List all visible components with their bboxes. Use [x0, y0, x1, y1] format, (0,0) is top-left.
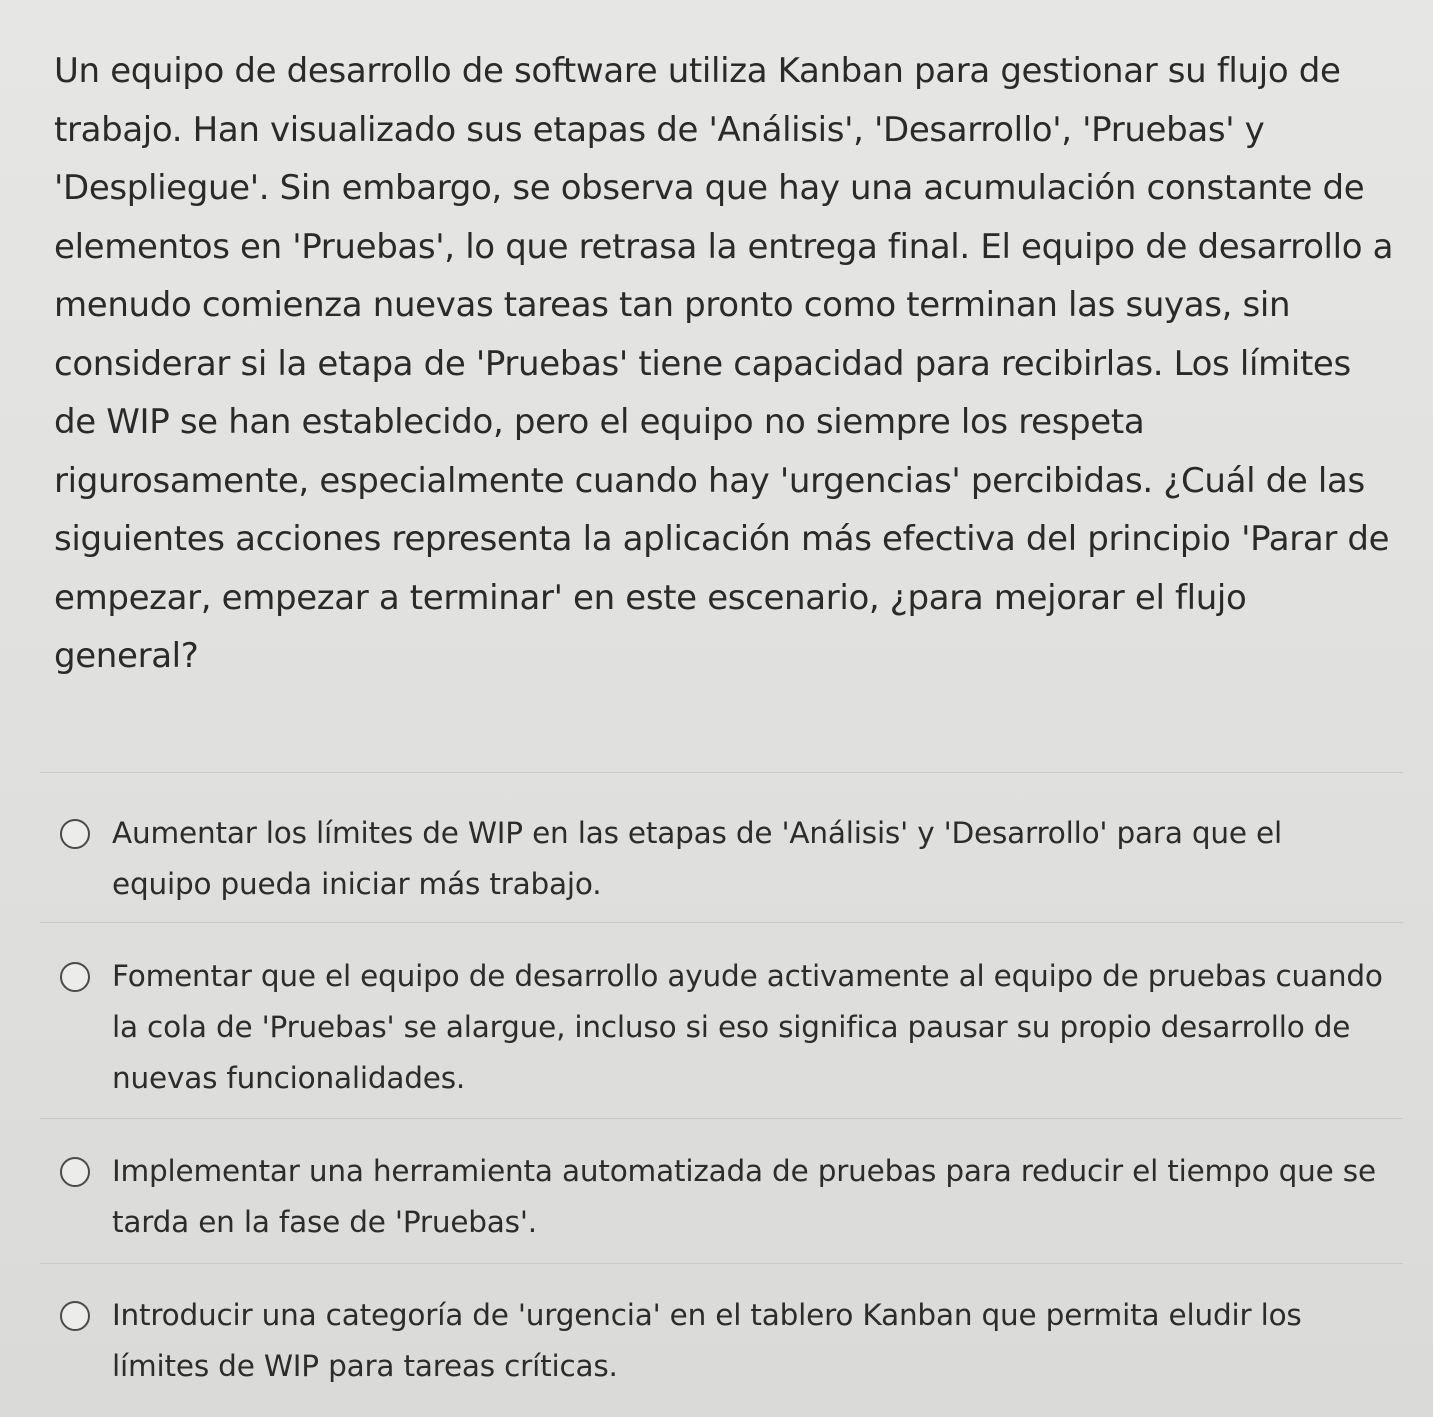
answer-option-2-label[interactable]: Fomentar que el equipo de desarrollo ayude activamente al equipo de pruebas cuando la cola de 'Pruebas' se alargue, incluso si eso significa pausar su propio desarrollo de nuevas funcionalidades.: [112, 959, 1383, 1095]
answer-option-2[interactable]: [60, 958, 1390, 1104]
radio-button-2[interactable]: [60, 962, 90, 992]
answer-option-3-label[interactable]: Implementar una herramienta automatizada de pruebas para reducir el tiempo que se tarda en la fase de 'Pruebas'.: [112, 1154, 1376, 1239]
divider: [40, 772, 1403, 773]
divider: [40, 1118, 1403, 1119]
radio-button-1[interactable]: [60, 819, 90, 849]
divider: [40, 922, 1403, 923]
answer-option-3[interactable]: [60, 1153, 1390, 1248]
answer-option-4-label[interactable]: Introducir una categoría de 'urgencia' en el tablero Kanban que permita eludir los límites de WIP para tareas críticas.: [112, 1298, 1302, 1383]
answer-option-4[interactable]: [60, 1297, 1390, 1392]
question-text: Un equipo de desarrollo de software utiliza Kanban para gestionar su flujo de trabajo. Han visualizado sus etapas de 'Análisis', 'Desarrollo', 'Pruebas' y 'Despliegue'. Sin embargo, se observa que hay una acumulación constante de elementos en 'Pruebas', lo que retrasa la entrega final. El equipo de desarrollo a menudo comienza nuevas tareas tan pronto como terminan las suyas, sin considerar si la etapa de 'Pruebas' tiene capacidad para recibirlas. Los límites de WIP se han establecido, pero el equipo no siempre los respeta rigurosamente, especialmente cuando hay 'urgencias' percibidas. ¿Cuál de las siguientes acciones representa la aplicación más efectiva del principio 'Parar de empezar, empezar a terminar' en este escenario, ¿para mejorar el flujo general?: [54, 51, 1394, 676]
answer-option-1[interactable]: [60, 815, 1390, 910]
divider: [40, 1263, 1403, 1264]
radio-button-4[interactable]: [60, 1301, 90, 1331]
answer-option-1-label[interactable]: Aumentar los límites de WIP en las etapas de 'Análisis' y 'Desarrollo' para que el equipo pueda iniciar más trabajo.: [112, 816, 1282, 901]
radio-button-3[interactable]: [60, 1157, 90, 1187]
